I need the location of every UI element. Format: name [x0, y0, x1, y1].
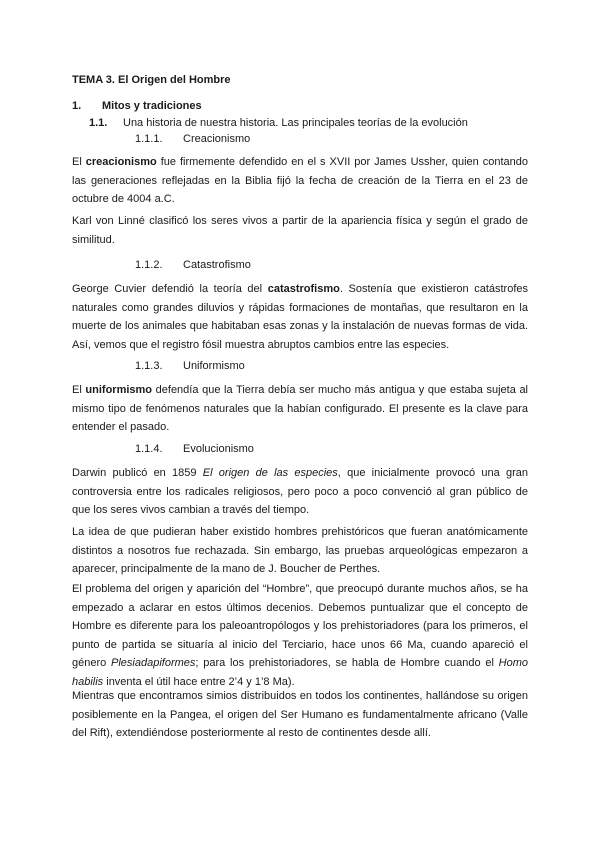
paragraph-simios: Mientras que encontramos simios distribuidos en todos los continentes, hallándose su origen posiblemente en la Pangea, el origen del Ser Humano es fundamentalmente africano (Valle del Rift), extendiéndose posteriormente al resto de continentes desde allí. — [72, 690, 528, 739]
italic-term: Plesiadapiformes — [111, 657, 196, 669]
section-number: 1. — [72, 100, 82, 112]
text-run: El — [72, 384, 86, 396]
heading-uniformismo — [135, 357, 245, 375]
heading-label: Evolucionismo — [183, 443, 254, 455]
text-run: . Sostenía que existieron catástrofes naturales como grandes diluvios y rápidas formaciones de montañas, que resultaron en la muerte de los animales que habitaban esas zonas y la instalación de nuevas formas de vida. Así, vemos que el registro fósil muestra abruptos cambios entre las especies. — [72, 283, 529, 351]
text-run: , que inicialmente provocó una gran controversia entre los radicales religiosos, pero poco a poco convenció al gran público de que los seres vivos cambian a través del tiempo. — [72, 467, 528, 516]
paragraph-creacionismo — [72, 153, 528, 209]
heading-label: Creacionismo — [183, 133, 251, 145]
bold-term: creacionismo — [85, 156, 157, 168]
italic-title: El origen de las especies — [202, 467, 338, 479]
heading-catastrofismo — [135, 256, 251, 274]
paragraph-prehistoricos: La idea de que pudieran haber existido hombres prehistóricos que fueran anatómicamente distintos a nosotros fue rechazada. Sin embargo, las pruebas arqueológicas empezaron a aparecer, principalmente de la mano de J. Boucher de Perthes. — [72, 526, 528, 575]
section-label: Mitos y tradiciones — [102, 100, 202, 112]
text-run: fue firmemente defendido en el s XVII por James Ussher, quien contando las generaciones reflejadas en la Biblia fijó la fecha de creación de la Tierra en el 23 de octubre de 4004 a.C. — [72, 156, 529, 205]
heading-number: 1.1.4. — [135, 443, 163, 455]
paragraph-origen-hombre — [72, 580, 528, 691]
heading-number: 1.1.3. — [135, 360, 163, 372]
text-run: El — [72, 156, 86, 168]
bold-term: uniformismo — [85, 384, 153, 396]
bold-term: catastrofismo — [267, 283, 340, 295]
heading-number: 1.1.1. — [135, 133, 163, 145]
heading-label: Catastrofismo — [183, 259, 251, 271]
heading-creacionismo — [135, 130, 251, 148]
heading-evolucionismo — [135, 440, 254, 458]
italic-term: Homo habilis — [72, 657, 529, 688]
text-run: Darwin publicó en 1859 — [72, 467, 203, 479]
subsection-number: 1.1. — [89, 117, 108, 129]
heading-label: Uniformismo — [183, 360, 245, 372]
text-run: ; para los prehistoriadores, se habla de Hombre cuando el — [195, 657, 499, 669]
section-heading — [72, 97, 202, 115]
text-run: inventa el útil hace entre 2’4 y 1’8 Ma). — [103, 675, 295, 688]
subsection-label: Una historia de nuestra historia. Las principales teorías de la evolución — [123, 117, 468, 129]
paragraph-linne: Karl von Linné clasificó los seres vivos a partir de la apariencia física y según el grado de similitud. — [72, 215, 528, 246]
heading-number: 1.1.2. — [135, 259, 163, 271]
paragraph-darwin — [72, 464, 528, 520]
text-run: George Cuvier defendió la teoría del — [72, 283, 268, 295]
text-run: El problema del origen y aparición del “Hombre”, que preocupó durante muchos años, se ha empezado a aclarar en estos últimos decenios. Debemos puntualizar que el concepto de Hombre es diferente para los paleoantropólogos y los prehistoriadores (para los primeros, el punto de partida se situaría al inicio del Terciario, hace unos 66 Ma, cuando apareció el género — [72, 583, 528, 669]
document-title: TEMA 3. El Origen del Hombre — [72, 74, 231, 86]
subsection-heading — [89, 114, 468, 132]
text-run: defendía que la Tierra debía ser mucho más antigua y que estaba sujeta al mismo tipo de fenómenos naturales que la habían configurado. El presente es la clave para entender el pasado. — [72, 384, 529, 433]
paragraph-catastrofismo — [72, 280, 528, 354]
paragraph-uniformismo — [72, 381, 528, 437]
